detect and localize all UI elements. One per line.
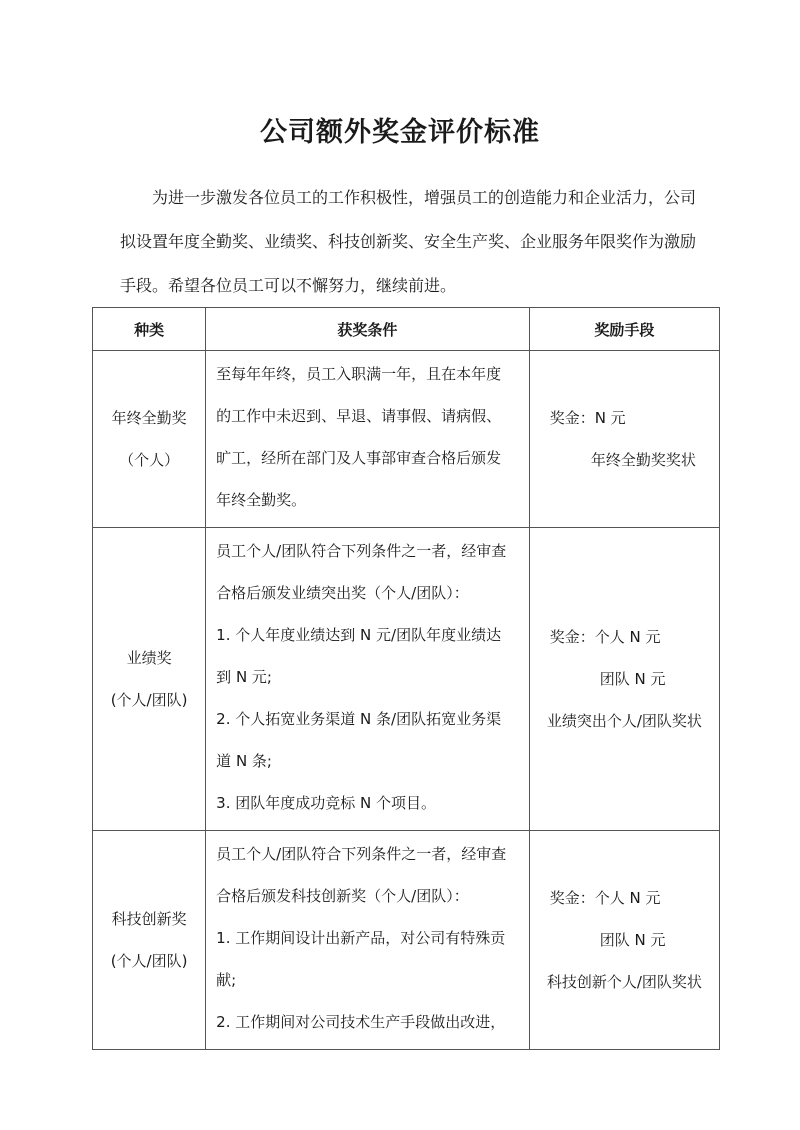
condition-line: 的工作中未迟到、早退、请事假、请病假、 xyxy=(216,407,502,425)
award-criteria-table xyxy=(92,307,720,1050)
condition-line: 旷工，经所在部门及人事部审查合格后颁发 xyxy=(216,449,502,467)
award-condition-cell xyxy=(206,351,530,528)
header-type: 种类 xyxy=(93,308,206,351)
award-reward-cell xyxy=(529,528,719,831)
intro-paragraph xyxy=(120,176,700,308)
reward-certificate: 业绩突出个人/团队奖状 xyxy=(546,712,702,730)
condition-line: 员工个人/团队符合下列条件之一者，经审查 xyxy=(216,845,507,863)
condition-line: 员工个人/团队符合下列条件之一者，经审查 xyxy=(216,542,507,560)
award-type-scope: (个人/团队) xyxy=(110,691,188,709)
condition-line: 2. 个人拓宽业务渠道 N 条/团队拓宽业务渠 xyxy=(216,710,502,728)
award-type-scope: (个人/团队) xyxy=(110,952,188,970)
award-type-scope: （个人） xyxy=(119,451,180,469)
table-header-row xyxy=(93,308,720,351)
award-type-cell xyxy=(93,831,206,1050)
reward-bonus: 奖金：个人 N 元 xyxy=(549,889,661,907)
header-condition: 获奖条件 xyxy=(206,308,530,351)
intro-line-3: 手段。希望各位员工可以不懈努力，继续前进。 xyxy=(120,276,457,295)
reward-certificate: 年终全勤奖奖状 xyxy=(590,451,696,469)
condition-line: 1. 个人年度业绩达到 N 元/团队年度业绩达 xyxy=(216,626,502,644)
condition-line: 合格后颁发科技创新奖（个人/团队）： xyxy=(216,887,469,905)
condition-line: 合格后颁发业绩突出奖（个人/团队）： xyxy=(216,584,469,602)
intro-line-2: 拟设置年度全勤奖、业绩奖、科技创新奖、安全生产奖、企业服务年限奖作为激励 xyxy=(120,232,697,251)
reward-team-bonus: 团队 N 元 xyxy=(599,931,666,949)
award-condition-cell xyxy=(206,831,530,1050)
condition-line: 到 N 元; xyxy=(216,668,272,686)
document-title: 公司额外奖金评价标准 xyxy=(260,117,540,148)
reward-bonus: 奖金：个人 N 元 xyxy=(549,628,661,646)
intro-line-1: 为进一步激发各位员工的工作积极性，增强员工的创造能力和企业活力，公司 xyxy=(152,188,697,207)
table-row xyxy=(93,351,720,528)
table-row xyxy=(93,831,720,1050)
award-reward-cell xyxy=(529,831,719,1050)
condition-line: 1. 工作期间设计出新产品，对公司有特殊贡 xyxy=(216,929,506,947)
condition-line: 2. 工作期间对公司技术生产手段做出改进， xyxy=(216,1013,506,1031)
condition-line: 献; xyxy=(216,971,237,989)
condition-line: 至每年年终，员工入职满一年，且在本年度 xyxy=(216,365,502,383)
header-reward: 奖励手段 xyxy=(529,308,719,351)
award-condition-cell xyxy=(206,528,530,831)
award-type-cell xyxy=(93,528,206,831)
table-row xyxy=(93,528,720,831)
reward-team-bonus: 团队 N 元 xyxy=(599,670,666,688)
award-type-cell xyxy=(93,351,206,528)
award-reward-cell xyxy=(529,351,719,528)
condition-line: 道 N 条; xyxy=(216,752,272,770)
reward-certificate: 科技创新个人/团队奖状 xyxy=(546,973,702,991)
award-type-name: 业绩奖 xyxy=(126,649,172,667)
condition-line: 年终全勤奖。 xyxy=(216,491,307,509)
reward-bonus: 奖金：N 元 xyxy=(549,409,626,427)
award-type-name: 年终全勤奖 xyxy=(111,409,187,427)
award-type-name: 科技创新奖 xyxy=(111,910,187,928)
condition-line: 3. 团队年度成功竞标 N 个项目。 xyxy=(216,794,437,812)
